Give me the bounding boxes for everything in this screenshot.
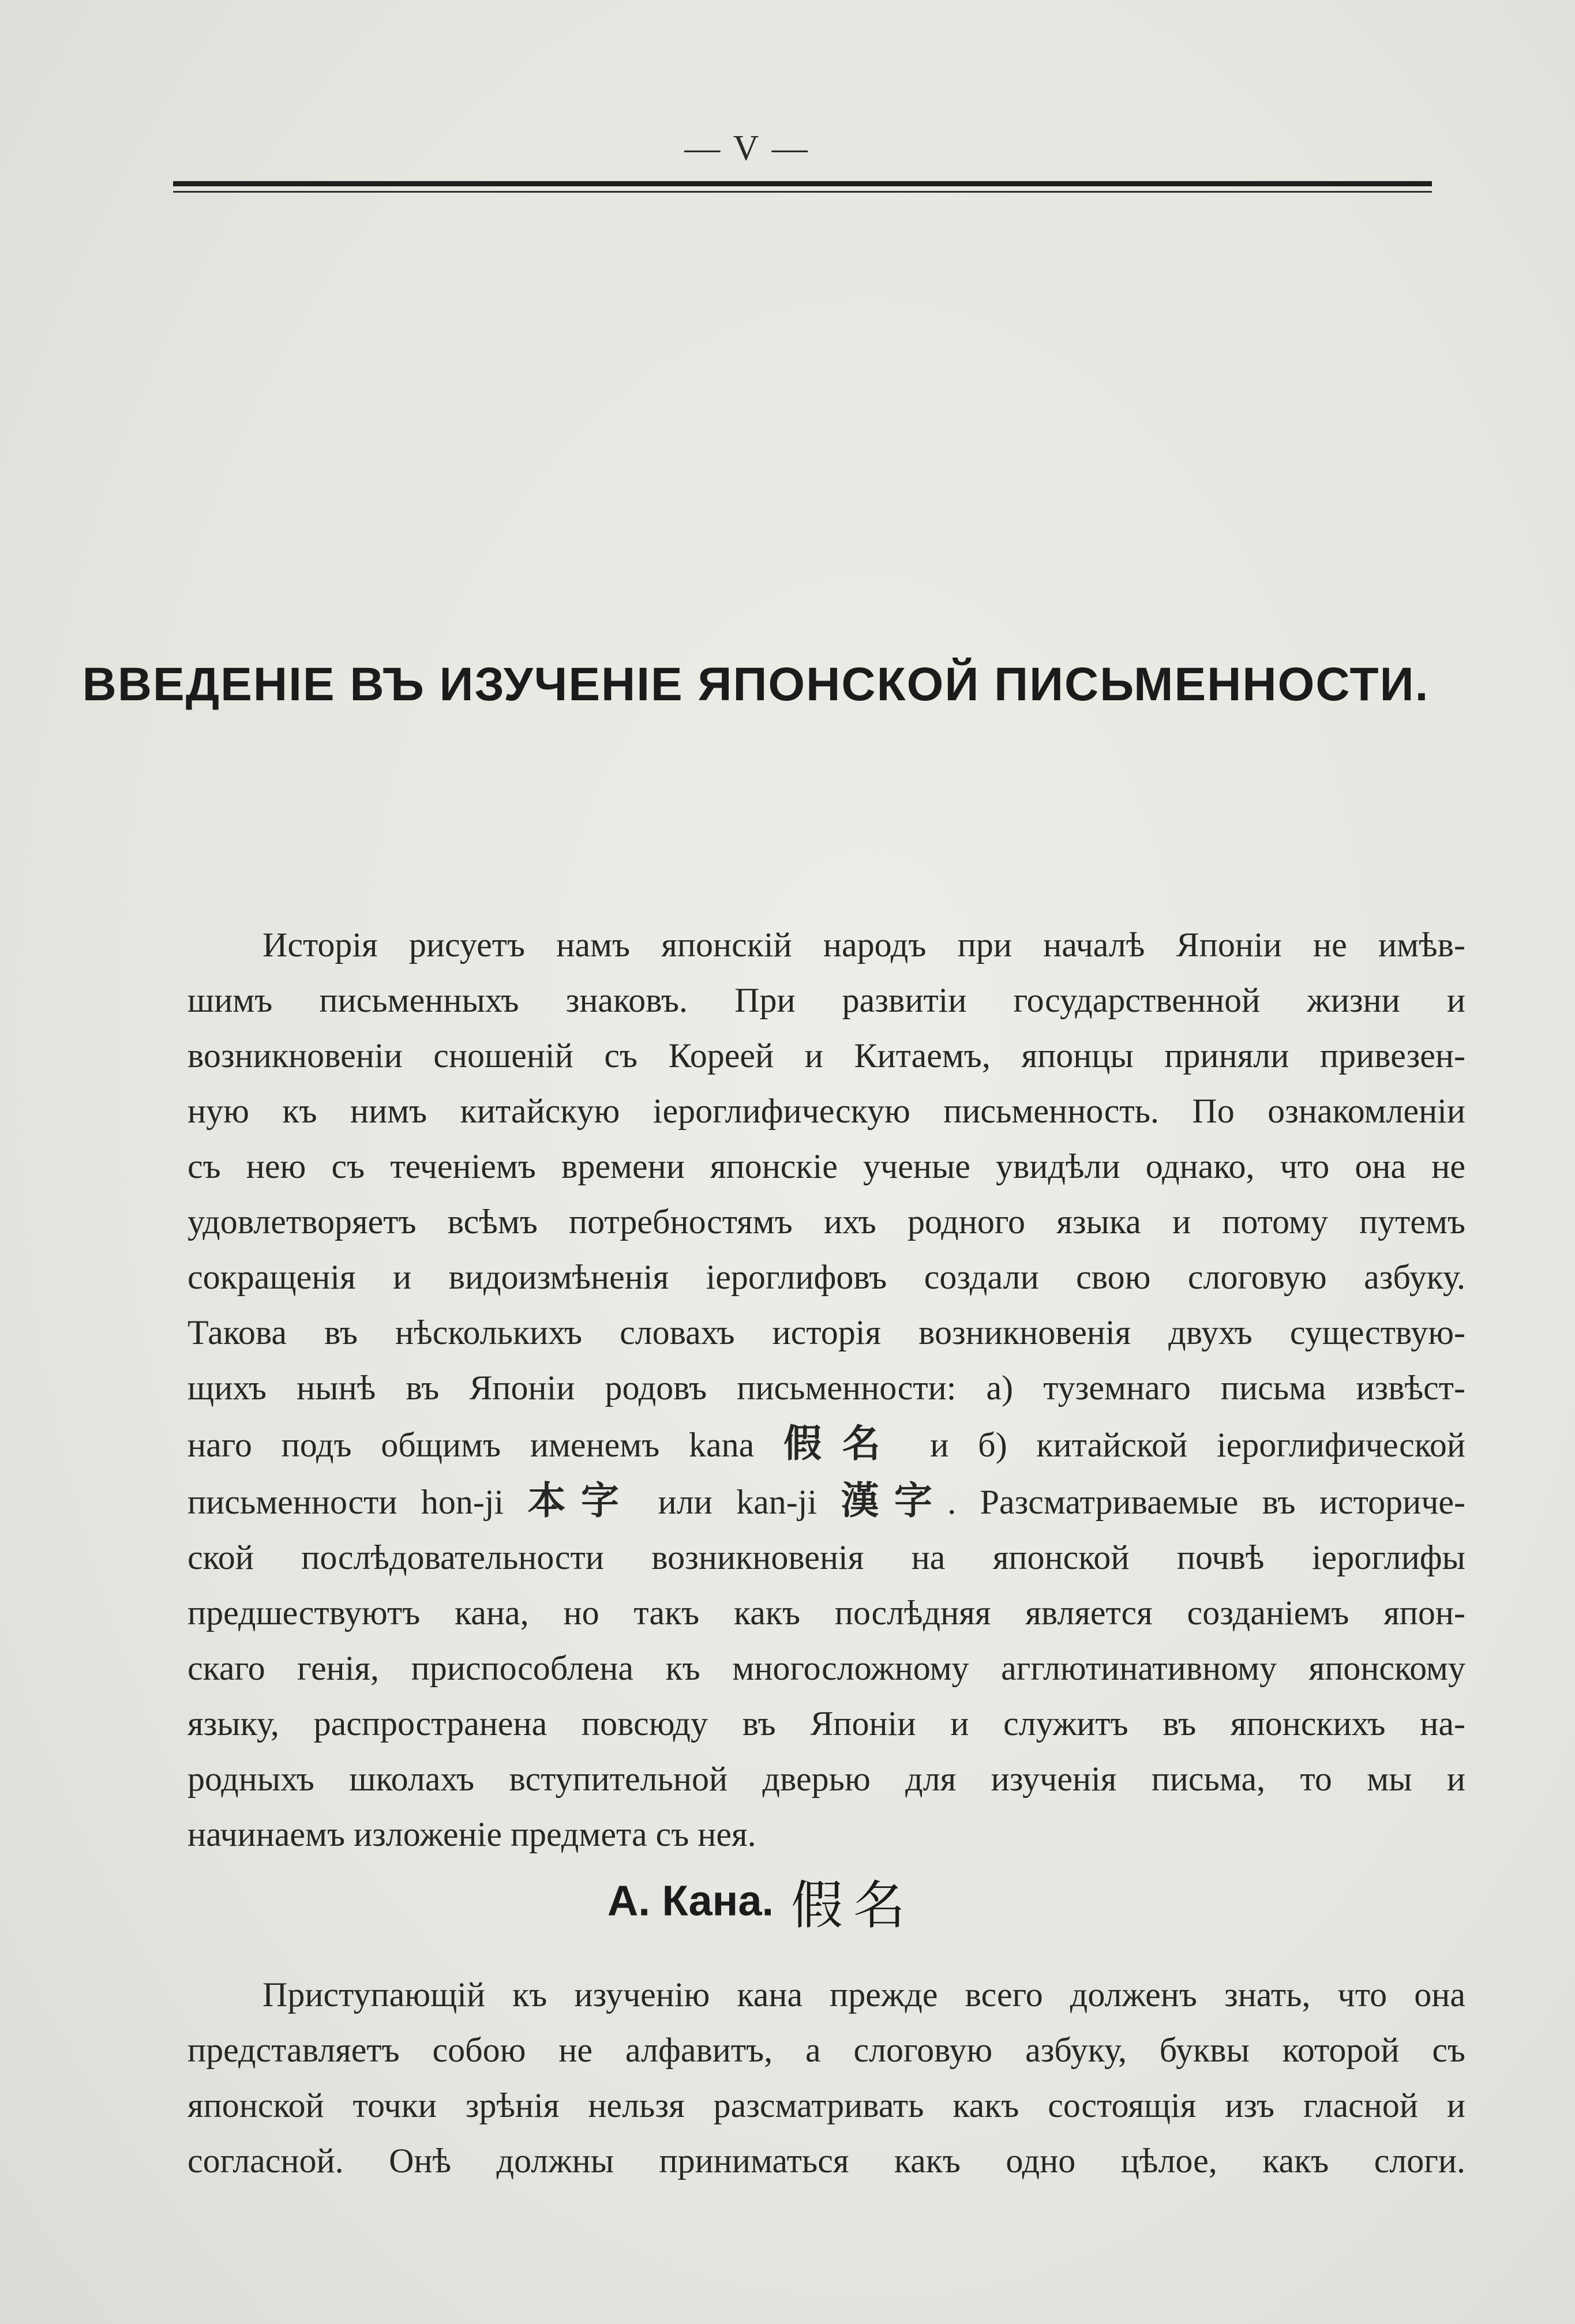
text-line: языку, распространена повсюду въ Японіи и служитъ въ японскихъ на- bbox=[187, 1704, 1465, 1743]
text-line: начинаемъ изложеніе предмета съ нея. bbox=[187, 1815, 756, 1853]
chapter-title: ВВЕДЕНІЕ ВЪ ИЗУЧЕНІЕ ЯПОНСКОЙ ПИСЬМЕННОСТИ. bbox=[82, 658, 1430, 711]
text-line: представляетъ собою не алфавитъ, а слоговую азбуку, буквы которой съ bbox=[187, 2031, 1465, 2069]
text-line-with-kanji bbox=[187, 1416, 1465, 1473]
text-line: ской послѣдовательности возникновенія на японской почвѣ іероглифы bbox=[187, 1538, 1465, 1576]
text-fragment: наго подъ общимъ именемъ kana bbox=[187, 1426, 784, 1464]
honji-kanji: 本字 bbox=[527, 1478, 635, 1523]
section-heading bbox=[0, 1863, 1549, 1938]
text-fragment: письменности hon-ji bbox=[187, 1483, 528, 1521]
kana-kanji: 假名 bbox=[783, 1421, 901, 1466]
header-rule-thick bbox=[173, 181, 1432, 186]
text-fragment: и б) китайской іероглифической bbox=[901, 1426, 1466, 1464]
text-line: щихъ нынѣ въ Японіи родовъ письменности: а) туземнаго письма извѣст- bbox=[187, 1369, 1465, 1407]
section-kanji: 假名 bbox=[791, 1875, 916, 1936]
text-line: согласной. Онѣ должны приниматься какъ одно цѣлое, какъ слоги. bbox=[187, 2142, 1465, 2180]
text-line: скаго генія, приспособлена къ многосложному агглютинативному японскому bbox=[187, 1649, 1465, 1687]
text-line: Исторія рисуетъ намъ японскій народъ при началѣ Японіи не имѣв- bbox=[262, 926, 1465, 964]
text-line: возникновеніи сношеній съ Кореей и Китаемъ, японцы приняли привезен- bbox=[187, 1037, 1465, 1075]
text-line: Приступающій къ изученію кана прежде всего долженъ знать, что она bbox=[262, 1976, 1465, 2014]
text-fragment: или kan-ji bbox=[634, 1483, 841, 1521]
text-line: родныхъ школахъ вступительной дверью для изученія письма, то мы и bbox=[187, 1760, 1465, 1798]
text-line: съ нею съ теченіемъ времени японскіе ученые увидѣли однако, что она не bbox=[187, 1147, 1465, 1185]
text-line: ную къ нимъ китайскую іероглифическую письменность. По ознакомленіи bbox=[187, 1092, 1465, 1130]
text-line: Такова въ нѣсколькихъ словахъ исторія возникновенія двухъ существую- bbox=[187, 1313, 1465, 1351]
header-rule-thin bbox=[173, 191, 1432, 193]
text-line-with-kanji bbox=[187, 1473, 1465, 1530]
text-line: сокращенія и видоизмѣненія іероглифовъ создали свою слоговую азбуку. bbox=[187, 1258, 1465, 1296]
intro-paragraph bbox=[187, 917, 1465, 1862]
kanji-kanji: 漢字 bbox=[841, 1478, 948, 1523]
text-fragment: . Разсматриваемые въ историче- bbox=[947, 1483, 1466, 1521]
text-line: предшествуютъ кана, но такъ какъ послѣдняя является созданіемъ япон- bbox=[187, 1594, 1465, 1632]
section-label: А. Кана. bbox=[607, 1876, 774, 1925]
text-line: шимъ письменныхъ знаковъ. При развитіи государственной жизни и bbox=[187, 981, 1465, 1019]
text-line: японской точки зрѣнія нельзя разсматривать какъ состоящія изъ гласной и bbox=[187, 2086, 1465, 2124]
text-line: удовлетворяетъ всѣмъ потребностямъ ихъ родного языка и потому путемъ bbox=[187, 1203, 1465, 1241]
page-number: — V — bbox=[684, 129, 810, 168]
section-a-paragraph bbox=[187, 1967, 1465, 2188]
